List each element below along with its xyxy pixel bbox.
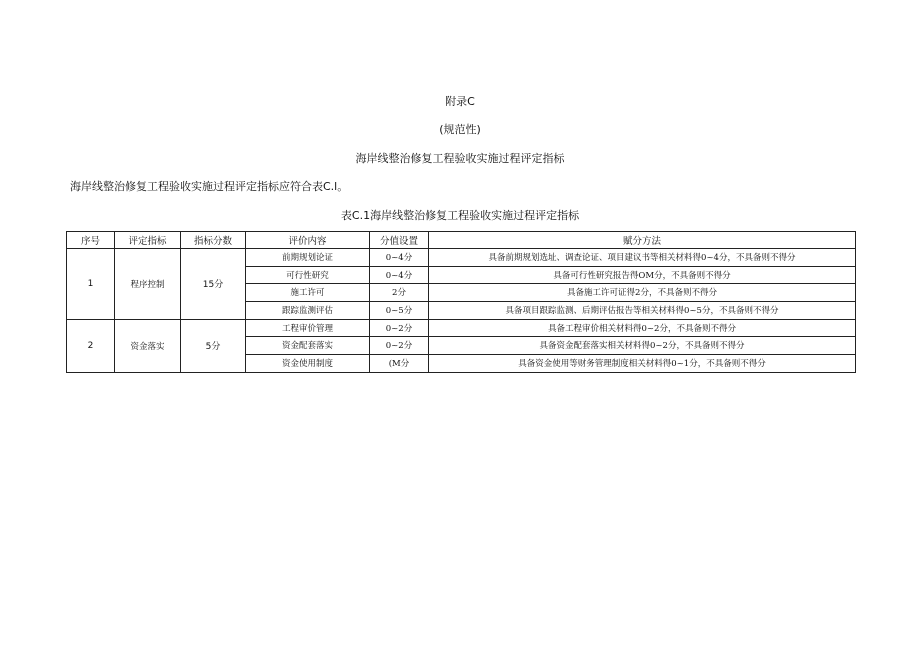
points-cell: 0~4分: [370, 266, 429, 284]
appendix-title: 附录C: [445, 95, 475, 108]
content-cell: 施工许可: [246, 284, 370, 302]
table-row: [67, 319, 856, 337]
content-cell: 资金配套落实: [246, 337, 370, 355]
content-cell: 跟踪监测评估: [246, 301, 370, 319]
points-cell: 0~2分: [370, 319, 429, 337]
intro-sentence: 海岸线整治修复工程验收实施过程评定指标应符合表C.l。: [70, 180, 349, 193]
header-content: 评价内容: [246, 232, 370, 249]
evaluation-table: [66, 231, 856, 373]
method-cell: 具备可行性研究报告得OM分，不具备则不得分: [429, 266, 856, 284]
header-points: 分值设置: [370, 232, 429, 249]
points-cell: 2分: [370, 284, 429, 302]
group-seq-cell: 2: [67, 319, 115, 372]
method-cell: 具备前期规划选址、调查论证、项目建议书等相关材料得0~4分，不具备则不得分: [429, 249, 856, 267]
content-cell: 资金使用制度: [246, 354, 370, 372]
method-cell: 具备施工许可证得2分，不具备则不得分: [429, 284, 856, 302]
group-score-cell: 15分: [181, 249, 246, 320]
points-cell: (M分: [370, 354, 429, 372]
group-indicator-cell: 资金落实: [115, 319, 181, 372]
group-seq-cell: 1: [67, 249, 115, 320]
section-heading: 海岸线整治修复工程验收实施过程评定指标: [355, 152, 565, 165]
header-indicator: 评定指标: [115, 232, 181, 249]
header-method: 赋分方法: [429, 232, 856, 249]
group-indicator-cell: 程序控制: [115, 249, 181, 320]
content-cell: 工程审价管理: [246, 319, 370, 337]
points-cell: 0~4分: [370, 249, 429, 267]
method-cell: 具备资金配套落实相关材料得0~2分，不具备则不得分: [429, 337, 856, 355]
table-caption: 表C.1海岸线整治修复工程验收实施过程评定指标: [340, 209, 580, 222]
method-cell: 具备资金使用等财务管理制度相关材料得0~1分，不具备则不得分: [429, 354, 856, 372]
method-cell: 具备工程审价相关材料得0~2分，不具备则不得分: [429, 319, 856, 337]
points-cell: 0~5分: [370, 301, 429, 319]
group-score-cell: 5分: [181, 319, 246, 372]
header-score: 指标分数: [181, 232, 246, 249]
table-header-row: [67, 232, 856, 249]
content-cell: 前期规划论证: [246, 249, 370, 267]
content-cell: 可行性研究: [246, 266, 370, 284]
table-row: [67, 249, 856, 267]
header-seq: 序号: [67, 232, 115, 249]
method-cell: 具备项目跟踪监测、后期评估报告等相关材料得0~5分，不具备则不得分: [429, 301, 856, 319]
points-cell: 0~2分: [370, 337, 429, 355]
normative-label: (规范性): [439, 123, 481, 136]
